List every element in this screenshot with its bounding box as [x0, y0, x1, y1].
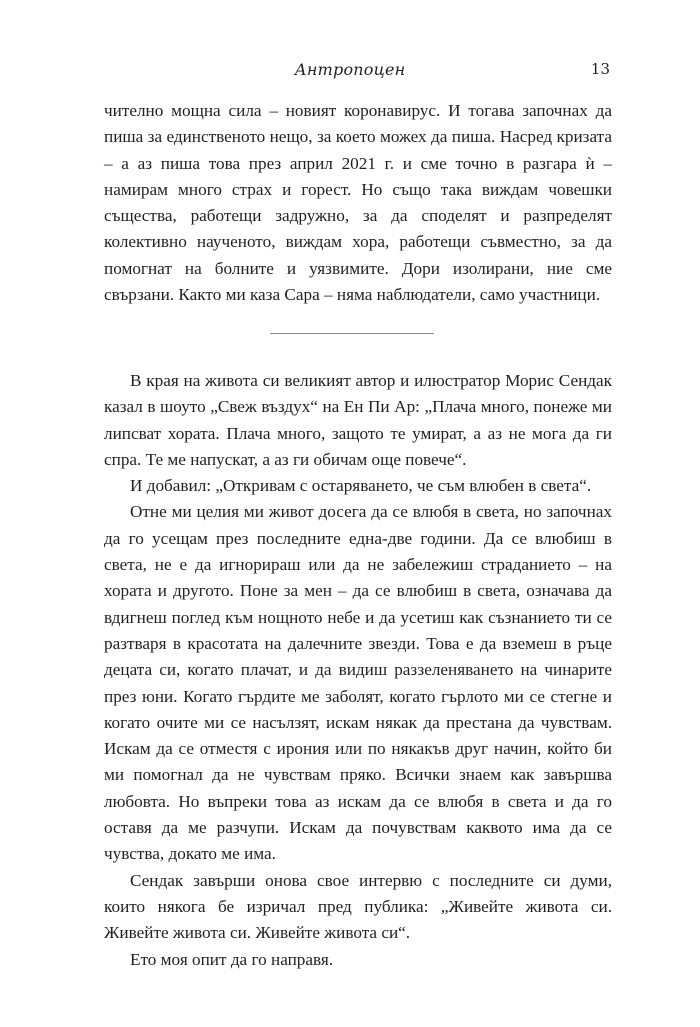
running-title: Антропоцен: [294, 60, 406, 79]
section-one-text: [104, 98, 612, 308]
section-divider: [270, 333, 434, 334]
paragraph: Ето моя опит да го направя.: [130, 949, 334, 969]
paragraph: Отне ми целия ми живот досега да се влюбя в света, но започнах да го усещам през последните една-две години. Да се влюбиш в света, не е да игнорираш или да не забележиш страданието – на хората и другото. Поне за мен – да се влюбиш в света, означава да вдигнеш поглед към нощното небе и да усетиш как съзнанието ти се разтваря в красотата на далечните звезди. Това е да вземеш в ръце децата си, когато плачат, и да видиш раззеленяването на чинарите през юни. Когато гърдите ме заболят, когато гърлото ми се стегне и когато очите ми се насълзят, искам някак да престана да чувствам. Искам да се отместя с ирония или по някакъв друг начин, който би ми помогнал да не чувствам пряко. Всички знаем как завършва любовта. Но въпреки това аз искам да се влюбя в света и да го оставя да ме разчупи. Искам да почувствам каквото има да се чувства, докато ме има.: [104, 502, 612, 864]
section-two-text: [104, 368, 612, 973]
page-number: 13: [590, 60, 610, 78]
paragraph: чително мощна сила – новият коронавирус. И тогава започнах да пиша за единственото нещо, за което можех да пиша. Насред кризата – а аз пиша това през април 2021 г. и сме точно в разгара ѝ – намирам много страх и горест. Но също така виждам човешки същества, работещи задружно, за да споделят и разпределят колективно наученото, виждам хора, работещи съвместно, за да помогнат на болните и уязвимите. Дори изолирани, ние сме свързани. Както ми каза Сара – няма наблюдатели, само участници.: [104, 101, 612, 305]
paragraph: Сендак завърши онова свое интервю с последните си думи, които някога бе изричал пред публика: „Живейте живота си. Живейте живота си. Живейте живота си“.: [104, 870, 612, 943]
paragraph: В края на живота си великият автор и илюстратор Морис Сендак казал в шоуто „Свеж въздух“ на Ен Пи Ар: „Плача много, понеже ми липсват хората. Плача много, защото те умират, а аз не мога да ги спра. Те ме напускат, а аз ги обичам още повече“.: [104, 371, 612, 469]
paragraph: И добавил: „Откривам с остаряването, че съм влюбен в света“.: [130, 476, 592, 496]
